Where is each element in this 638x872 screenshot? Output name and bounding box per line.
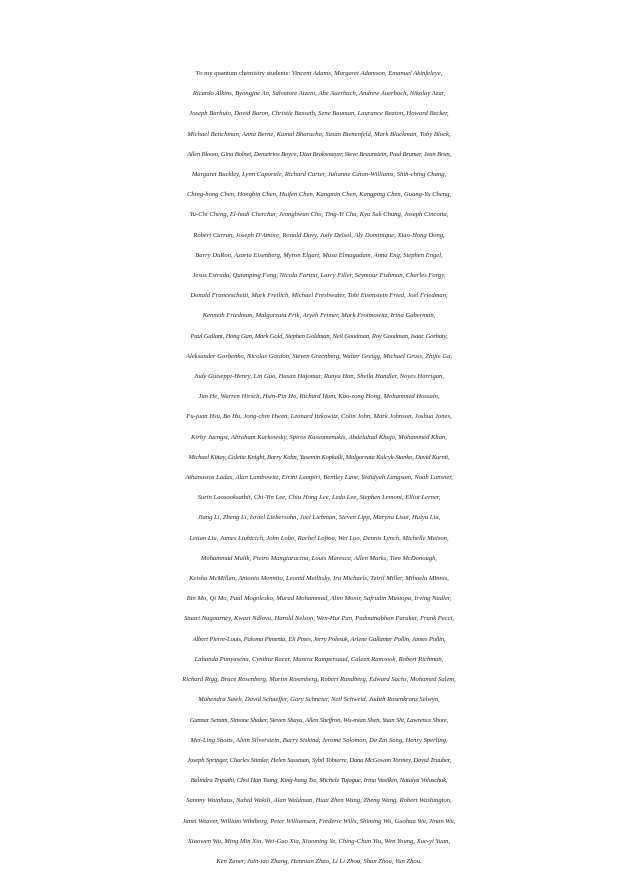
dedication-line: Mohammad Malik, Pietro Mangiaracina, Louis Maresca, Allen Marks, Tom McDonough, — [200, 554, 438, 562]
dedication-line: Mei-Ling Shotts, Alvin Silverstein, Barry Siskind, Jerome Solomon, De Zai Song, Henry Sperling, — [190, 736, 448, 744]
dedication-line: Gunnar Senum, Simone Shaker, Steven Shaya, Allen Sheffron, Wu-mian Shen, Yuan Shi, Lawrence Shore, — [189, 716, 449, 724]
dedication-line: Kirby Juengst, Abraham Karkowsky, Spiros Kassomenakis, Abdelahad Khajo, Mohammed Khan, — [191, 433, 447, 441]
dedication-line: Kenneth Friedman, Malgorzata Frik, Aryeh Frimer, Mark Froimowitz, Irina Gaberman, — [202, 312, 436, 320]
dedication-line: Margaret Buckley, Lynn Caporale, Richard Carter, Julianne Caton-Williams, Shih-ching Chang, — [191, 171, 447, 179]
dedication-line: Jun He, Warren Hirsch, Hsin-Pin Ho, Richard Hom, Kuo-zong Hong, Mohammed Hossain, — [198, 393, 440, 401]
dedication-line: Janet Weaver, William Wihlborg, Peter Williamsen, Frederic Wills, Shiming Wo, Guohua Wu, Jinan Wu, — [182, 817, 456, 825]
dedication-line: Surin Laosooksathit, Chi-Yin Lee, Chiu Hong Lee, Leda Lee, Stephen Lemont, Elliot Lerner, — [197, 494, 441, 502]
dedication-line: Bin Mo, Qi Mo, Paul Mogolesko, Murad Mohammad, Alim Monir, Safrudin Mustopa, Irving Nadler, — [186, 595, 452, 603]
dedication-line: Athanasios Ladas, Alan Lambowitz, Eirini Lampiri, Bentley Lane, Yedidyah Langsam, Noah Lansner, — [185, 474, 453, 482]
dedication-line: Aleksander Gorbenko, Nicolas Gordon, Steven Greenberg, Walter Greigg, Michael Gross, Zhijie Gu, — [185, 352, 453, 360]
dedication-line: Richard Rigg, Bruce Rosenberg, Martin Rosenberg, Robert Rundberg, Edward Sachs, Mohamed Salem, — [182, 676, 456, 684]
dedication-line: Jiang Li, Zheng Li, Israel Liebersohn, Joel Liebman, Steven Lipp, Maryna Lisai, Huiyu Liu, — [197, 514, 441, 522]
dedication-line: Joseph Springer, Charles Stimler, Helen Sussman, Sybil Tobierre, Dana McGowan Tormey, David Trauber, — [187, 756, 451, 764]
dedication-line: Letian Liu, James Liubicich, John Lobo, Rachel Loftoa, Wei Luo, Dennis Lynch, Michelle Maison, — [189, 534, 449, 542]
dedication-line: Keisha McMillan, Antonio Mennito, Leonid Metlitsky, Ira Michaels, Tziril Miller, Mihaela Minnis, — [189, 575, 449, 583]
dedication-line: Fu-juan Hsu, Bo Hu, Jong-chin Hwan, Leonard Itzkowitz, Colin John, Mark Johnson, Joshua Jones, — [186, 413, 452, 421]
dedication-text — [0, 64, 638, 872]
dedication-line: Robert Curran, Joseph D'Amore, Ronald Davy, Jody Delsol, Aly Dominique, Xiao-Hong Dong, — [193, 231, 445, 239]
dedication-line: Barry DuRon, Azaria Eisenberg, Myron Elgart, Musa Elmagadam, Anna Eng, Stephen Engel, — [195, 251, 443, 259]
dedication-page — [0, 64, 638, 872]
dedication-line — [0, 64, 638, 84]
dedication-line: Ricardo Alkins, Byongjae An, Salvatore Atzeni, Abe Auerbach, Andrew Auerbach, Nikolay Azar, — [192, 90, 446, 98]
dedication-names: Vincent Adams, Margaret Adamson, Emanuel Akinfeleye, — [291, 70, 443, 77]
dedication-line: Yu-Chi Cheng, El-hadi Cherchar, Jeonghwan Cho, Ting-Yi Chu, Kyu Suk Chung, Joseph Cincotta, — [189, 211, 449, 219]
dedication-line: Paul Gallant, Hong Gan, Mark Gold, Stephen Goldman, Neil Goodman, Roy Goodman, Isaac Gorbaty, — [190, 332, 448, 340]
dedication-line: Stuart Nagourney, Kwazi Ndlovu, Harold Nelson, Wen-Hui Pan, Padmanabhan Parakat, Frank Pecci, — [183, 615, 455, 623]
dedication-line: Allen Bloom, Gina Bolnet, Demetrios Boyce, Diza Braksmayer, Steve Braunstein, Paul Brumer, Jean Brun, — [187, 150, 451, 158]
dedication-lead: To my quantum chemistry students: — [195, 70, 292, 77]
dedication-line: Joseph Barbuto, David Baron, Christie Basseth, Sene Bauman, Laurance Beaton, Howard Becker, — [189, 110, 449, 118]
dedication-line: Donald Franceschetti, Mark Freilich, Michael Freshwater, Tobi Eisenstein Fried, Joel Friedman, — [190, 292, 448, 300]
dedication-line: Balindra Tripathi, Choi Han Tsang, King-hung Tse, Michele Tujague, Irina Vasilkin, Natalya Voluschuk, — [190, 777, 448, 785]
dedication-line: Michael Beitchman, Anna Berne, Kamal Bharucha, Susan Bienenfeld, Mark Blackman, Toby Block, — [187, 130, 451, 138]
dedication-line: Ken Zaner, Juin-tao Zhang, Hannian Zhao, Li Li Zhou, Shan Zhou, Yun Zhou. — [216, 857, 422, 865]
dedication-line: Jesus Estrada, Quianping Fang, Nicola Farina, Larry Filler, Seymour Fishman, Charles Forgy, — [192, 272, 446, 280]
dedication-line: Xiaowen Wu, Ming Min Xia, Wei-Guo Xia, Xiaoming Ye, Ching-Chun Yiu, Wen Young, Xue-yi Yuan, — [187, 837, 451, 845]
dedication-line: Ching-hong Chen, Hongbin Chen, Huifen Chen, Kangmin Chen, Kangping Chen, Guang-Yu Cheng, — [186, 191, 452, 199]
dedication-line: Sammy Wainhaus, Nahid Wakili, Alan Waldman, Huai Zhen Wang, Zheng Wang, Robert Washington, — [186, 797, 452, 805]
dedication-line: Mahendra Sawh, David Schaeffer, Gary Schneier, Neil Schweid, Judith Rosenkranz Selwyn, — [198, 696, 440, 704]
dedication-line: Albert Pierre-Louis, Paloma Pimenta, Eli Pines, Jerry Polesuk, Arlene Gallanter Pollin, James Pollin, — [192, 635, 446, 643]
dedication-line: Michael Kittay, Colette Knight, Barry Kohn, Yasemin Kopkalli, Malgorzata Kulcyk-Stanko, David Kurnit, — [188, 453, 450, 461]
dedication-line: Judy Guiseppi-Henry, Lin Guo, Hasan Hajomar, Runyu Han, Sheila Handler, Noyes Harrigan, — [194, 373, 444, 381]
dedication-line: Lahanda Punyasena, Cynthia Racer, Munira Rampersaud, Caleen Ramsook, Robert Richman, — [194, 655, 444, 663]
